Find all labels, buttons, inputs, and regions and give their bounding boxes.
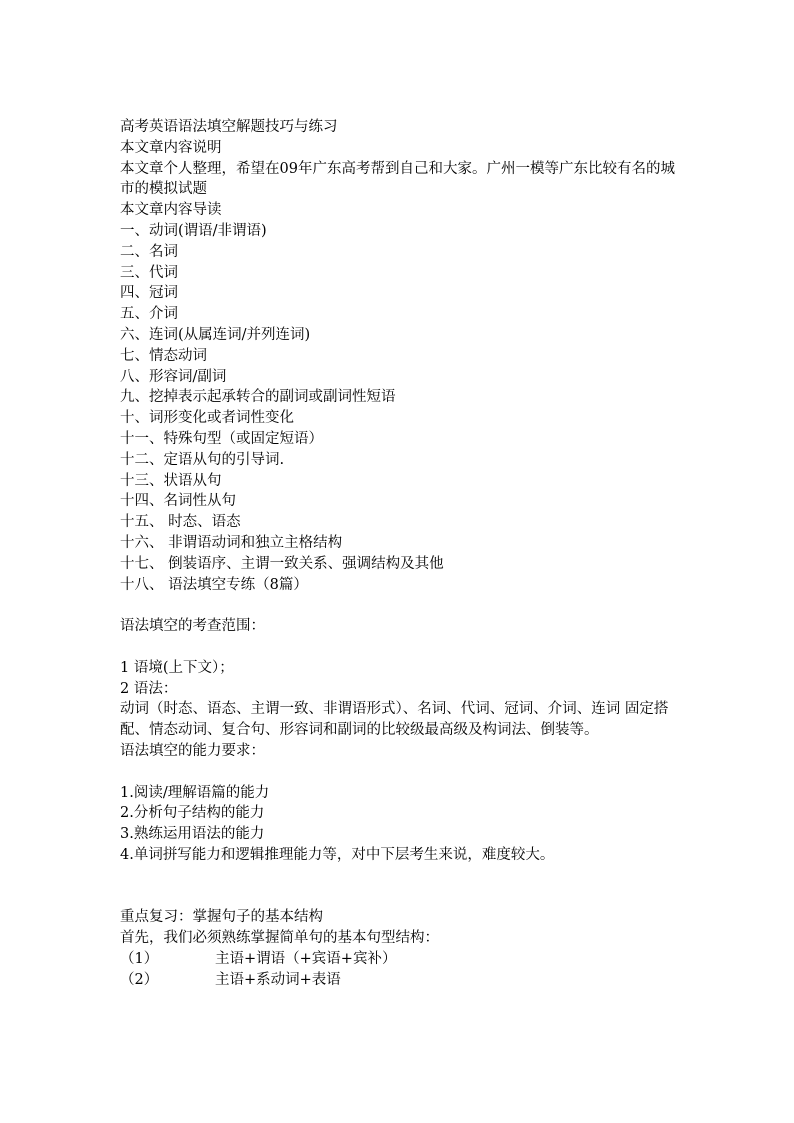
blank-line (120, 866, 680, 887)
pattern-text: 主语+系动词+表语 (215, 971, 341, 988)
about-heading: 本文章内容说明 (120, 139, 222, 156)
toc-item: 十三、状语从句 (120, 472, 222, 489)
blank-line (120, 762, 680, 783)
toc-item: 四、冠词 (120, 285, 178, 302)
pattern-number: （1） (120, 950, 159, 967)
toc-item: 五、介词 (120, 306, 178, 323)
toc-item: 十八、 语法填空专练（8篇） (120, 576, 308, 593)
blank-line (120, 886, 680, 907)
toc-item: 七、情态动词 (120, 347, 207, 364)
pattern-row (120, 949, 680, 970)
blank-line (120, 595, 680, 616)
toc-item: 十六、 非谓语动词和独立主格结构 (120, 534, 343, 551)
toc-item: 二、名词 (120, 243, 178, 260)
toc-item: 九、挖掉表示起承转合的副词或副词性短语 (120, 389, 396, 406)
document-title: 高考英语语法填空解题技巧与练习 (120, 119, 338, 135)
toc-item: 一、动词(谓语/非谓语) (120, 222, 267, 239)
scope-detail: 动词（时态、语态、主谓一致、非谓语形式）、名词、代词、冠词、介词、连词 固定搭配、情态动词、复合句、形容词和副词的比较级最高级及构词法、倒装等。 (120, 701, 669, 739)
pattern-row (120, 970, 680, 991)
pattern-number: （2） (120, 971, 159, 988)
review-heading: 重点复习：掌握句子的基本结构 (120, 909, 323, 926)
toc-item: 三、代词 (120, 264, 178, 281)
toc-item: 八、形容词/副词 (120, 368, 227, 385)
scope-heading: 语法填空的考查范围： (120, 618, 265, 635)
toc-item: 十一、特殊句型（或固定短语） (120, 430, 323, 447)
toc-item: 六、连词(从属连词/并列连词) (120, 326, 311, 343)
blank-line (120, 637, 680, 658)
toc-item: 十二、定语从句的引导词. (120, 451, 285, 468)
toc-item: 十四、名词性从句 (120, 493, 236, 510)
scope-item: 2 语法： (120, 680, 178, 697)
review-intro: 首先，我们必须熟练掌握简单句的基本句型结构： (120, 930, 439, 947)
ability-item: 3.熟练运用语法的能力 (120, 826, 265, 843)
ability-item: 2.分析句子结构的能力 (120, 805, 265, 822)
document-body (120, 117, 680, 990)
toc-item: 十五、 时态、语态 (120, 514, 241, 531)
ability-item: 1.阅读/理解语篇的能力 (120, 784, 270, 801)
ability-heading: 语法填空的能力要求： (120, 742, 265, 759)
pattern-text: 主语+谓语（+宾语+宾补） (215, 950, 397, 967)
toc-heading: 本文章内容导读 (120, 202, 222, 219)
about-text: 本文章个人整理，希望在09年广东高考帮到自己和大家。广州一模等广东比较有名的城市的模拟试题 (120, 160, 675, 198)
toc-item: 十、词形变化或者词性变化 (120, 410, 294, 427)
toc-item: 十七、 倒装语序、主谓一致关系、强调结构及其他 (120, 555, 444, 572)
scope-item: 1 语境(上下文）； (120, 659, 234, 676)
ability-item: 4.单词拼写能力和逻辑推理能力等，对中下层考生来说，难度较大。 (120, 846, 555, 863)
